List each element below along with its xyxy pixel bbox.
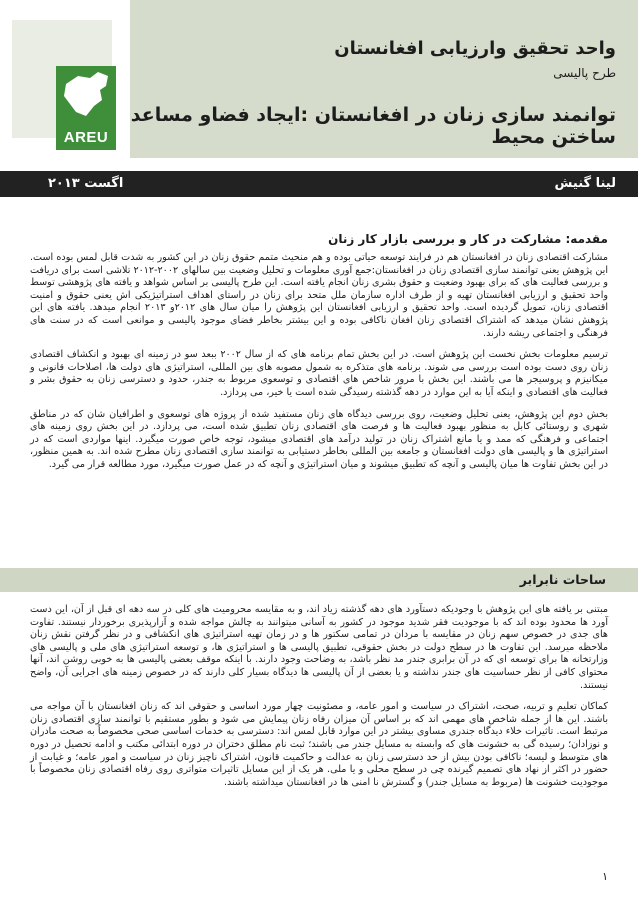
organization-name: واحد تحقیق وارزیابی افغانستان: [334, 38, 616, 59]
header-title-panel: [130, 0, 638, 158]
intro-heading: مقدمه: مشارکت در کار و بررسی بازار کار زنان: [328, 232, 608, 246]
intro-paragraph-2: ترسیم معلومات بخش نخست این پژوهش است. در این بخش تمام برنامه هاى که از سال ۲۰۰۲ ببعد سو در زمینه ای بهبود و انکشاف اقتصادی زنان روی دست بوده است بررسی می شوند. برنامه های متذکره به شمول مصوبه های بین المللی، استراتیژی های دولت ها، اصلاحات قانونی و میکانیزم و پروسیجر ها می باشند. این بخش با مرور شاخص های اقتصادی و توسعوی مربوط به جندر، حدود و دسترسی زنان به حقوق بشر و فعالیت های اقتصادی و اینکه آیا به این موارد در دهه گذشته رسیدگی شده است یا خیر، می پردازد.: [30, 349, 608, 398]
page-number: ۱: [602, 870, 608, 883]
section2-paragraph-2: کماکان تعلیم و تربیه، صحت، اشتراک در سیاست و امور عامه، و مصئونیت چهار مورد اساسی و حقوقی اند که زنان افغانستان با آن مواجه می باشند. این ها از جمله شاخص های مهمی اند که بر اساس آن میزان رفاه زنان پیمایش می شود و بطور مستقیم با توانمند سازی اقتصادی زنان مرتبط است. تاثیرات خلاء دیدگاه جندری مساوی بیشتر در این موارد قابل لمس اند: دسترسی به خدمات اساسی صحی مخصوصاً به صحت مادران و نوزادان؛ رسیده گی به خشونت های که وابسته به مسایل جندر می باشند؛ ثبت نام مطلق دختران در دوره ابتدائی مکتب و ادامه تحصیل در دوره های متوسط و لیسه؛ ناکافی بودن بیش از حد دسترسی زنان به عدالت و حاکمیت قانون، اشتراک ناچیز زنان در سیاست و امور عامه؛ و غیابت از حضور در اکثر از نهاد های تصمیم گیرنده چی در سطح محلی و یا ملی. هر یک از این مسایل تاثیرات متواتری روی رفاه اقتصادی زنان مخصوصاً با موجودیت خشونت ها (مربوط به مسایل جندر) و گسترش نا امنی ها در افغانستان میداشته باشند.: [30, 701, 608, 788]
intro-paragraph-1: مشارکت اقتصادی زنان در افغانستان هم در فرایند توسعه حیاتی بوده و هم منحیث متمم حقوق زنان در این کشور به شدت قابل لمس بوده است. این پژوهش یعنی توانمند سازی اقتصادی زنان در افغانستان:جمع آوری معلومات و تحلیل وضعیت بین سالهای ۲۰۰۲-۲۰۱۲ تلاشی است برای دریافت و بررسی فعالیت های که برای بهبود وضعیت و حقوق بشری زنان انجام یافته است. این طرح پالیسی بر اساس شواهد و یافته های پژوهشی توسط واحد تحقیق و ارزیابی افغانستان تهیه و از طرف اداره سازمان ملل متحد برای زنان در راستای اهداف استراتیژیکی اش یعنی حقوق و امنیت اقتصادی زنان، تمویل گردیده است. واحد تحقیق و ارزیابی افغانستان این پژوهش را میان سال های ۲۰۱۲و ۲۰۱۳ انجام میدهد. یافته های این پژوهش نشان میدهد که اشتراک اقتصادی زنان افغان ناکافی بوده و این بیشتر بخاطر فضای موجود پالیسی و موانعی است که در سنت های فرهنگی و اجتماعی ریشه دارند.: [30, 252, 609, 339]
section-heading-band: [0, 568, 638, 592]
author-name: لینا گنیش: [554, 176, 616, 191]
section2-body: [30, 604, 608, 798]
section2-paragraph-1: مبتنی بر یافته های این پژوهش با وجودیکه دستآورد های دهه گذشته زیاد اند، و به مقایسه محرومیت های کلی در سه دهه ای قبل از آن، این دست آورد ها محدود بوده اند که با موجودیت فقر شدید موجود در کشور به آسانی میتوانند به چالش مواجه شده و آزارپذیری برخوردار نیستند. تفاوت های جدی در خصوص سهم زنان در مقایسه با مردان در تمامی سکتور ها و در زمان تهیه استراتیژی های انکشافی و در نظر گرفتن نقش زنان ملاحظه میرسد. این تفاوت ها در سطح دولت در بخش حقوقی، تطبیق پالیسی ها و استراتیژی ها، و توسعه استراتیژی های ملی و پالیسی های وزارتخانه ها برای توسعه ای که در آن برابری جندر مد نظر باشد، به وضاحت وجود دارند. با اینکه موقف بعضی پالیسی ها به خوبی روشن اند، آنها محتوای کافی از نظر حساسیت های جندر نداشته و یا بعضی از آن پالیسی ها دیدگاه بسیار کلی دارند که در خصوص زمینه های اجرایی آن، واضح نیستند.: [30, 604, 608, 691]
intro-section: [30, 232, 608, 481]
afghanistan-map-icon: [56, 66, 116, 126]
document-type: طرح پالیسی: [553, 66, 616, 80]
document-title: توانمند سازی زنان در افغانستان :ایجاد فضاو مساعد ساختن محیط: [130, 104, 616, 148]
publication-date: اگست ۲۰۱۳: [48, 176, 124, 191]
logo-badge: [56, 66, 116, 150]
intro-paragraph-3: بخش دوم این پژوهش، یعنی تحلیل وضعیت، روی بررسی دیدگاه های زنان مستفید شده از پروژه های توسعوی و اطرافیان شان که در مناطق شهری و روستائی کابل به منظور بهبود فعالیت ها و فرصت های اقتصادی زنان تطبیق شده است، می پردازد. در این بخش روی زمینه های اجتماعی و فرهنگی که ممد و یا مانع اشتراک زنان در تولید درآمد های اقتصادی میشود، توجه خاص صورت میگیرد. اینها مواردی است که در استراتیژی ها و پالیسی های دولت افغانستان و جامعه بین المللی بخاطر دستیابی به توانمند سازی اقتصادی زنان مطرح شده اند. به همین منظور، در این بخش تفاوت ها میان پالیسی و آنچه که تطبیق میشوند و میان استراتیژی و آنچه که در عمل صورت میگیرد، مورد مطالعه قرار می گیرد.: [30, 408, 608, 470]
logo-text: AREU: [63, 129, 109, 146]
document-header: [0, 0, 638, 158]
areu-logo: [12, 20, 112, 146]
author-bar: [0, 171, 638, 197]
section2-heading: ساحات نابرابر: [519, 572, 606, 587]
